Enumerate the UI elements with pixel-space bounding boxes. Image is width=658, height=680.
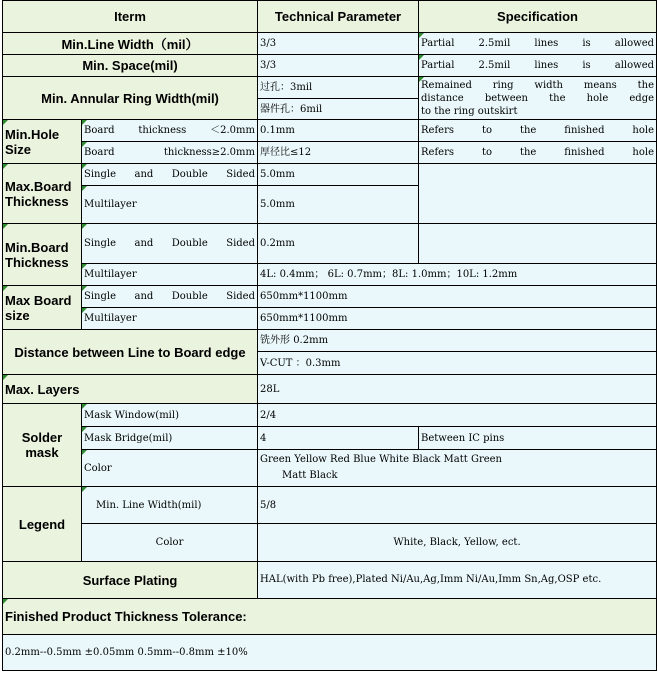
- spec-annular-line-2: distance between the hole edge: [421, 92, 655, 104]
- label-legend: Legend: [3, 487, 82, 562]
- spec-min-line-width: Partial 2.5mil lines is allowed: [419, 33, 657, 55]
- sub-max-size-ml: Multilayer: [82, 308, 258, 330]
- param-surface-plating: HAL(with Pb free),Plated Ni/Au,Ag,Imm Ni/Au,Imm Sn,Ag,OSP etc.: [258, 562, 657, 599]
- label-min-hole-size: [3, 120, 82, 164]
- label-solder-line-2: mask: [25, 445, 59, 460]
- table-row-solder-mask-2: [3, 427, 657, 450]
- label-annular-ring: Min. Annular Ring Width(mil): [3, 77, 258, 120]
- sub-legend-color: Color: [82, 524, 258, 562]
- label-max-board-size: [3, 286, 82, 330]
- table-row-legend-1: [3, 487, 657, 524]
- label-min-thickness-line-1: Min.Board: [5, 239, 69, 255]
- param-mask-window: 2/4: [258, 404, 657, 427]
- spec-min-space: Partial 2.5mil lines is allowed: [419, 55, 657, 77]
- param-min-thickness-ml: 4L: 0.4mm； 6L: 0.7mm；8L: 1.0mm；10L: 1.2mm: [258, 264, 657, 286]
- table-row-solder-mask-3: [3, 450, 657, 487]
- param-distance-routing: 铣外形 0.2mm: [258, 330, 657, 352]
- sub-max-thickness-ml: Multilayer: [82, 186, 258, 224]
- label-min-space: Min. Space(mil): [3, 55, 258, 77]
- table-row-min-thickness-2: [3, 264, 657, 286]
- table-row-surface-plating: [3, 562, 657, 599]
- table-row-max-size-1: [3, 286, 657, 308]
- label-min-hole-line-2: Size: [5, 141, 32, 157]
- param-annular-component: 器件孔：6mil: [258, 99, 419, 120]
- param-min-space: 3/3: [258, 55, 419, 77]
- spec-hole-thin: Refers to the finished hole: [419, 120, 657, 142]
- label-min-thickness-line-2: Thickness: [5, 254, 69, 270]
- param-max-layers: 28L: [258, 375, 657, 404]
- spec-annular-line-1: Remained ring width means the: [421, 79, 655, 91]
- param-mask-bridge: 4: [258, 427, 419, 450]
- header-item: Iterm: [3, 1, 258, 33]
- table-row-max-thickness-1: [3, 164, 657, 186]
- table-row-legend-2: [3, 524, 657, 562]
- label-max-thickness-line-1: Max.Board: [5, 178, 72, 194]
- table-row-tolerance-value: [3, 635, 657, 671]
- table-row-distance-1: [3, 330, 657, 352]
- sub-max-thickness-sd: Single and Double Sided: [82, 164, 258, 186]
- label-solder-mask: [3, 404, 82, 487]
- param-max-thickness-sd: 5.0mm: [258, 164, 419, 186]
- param-max-thickness-ml: 5.0mm: [258, 186, 419, 224]
- table-row-line-width: [3, 33, 657, 55]
- sub-legend-line-width: Min. Line Width(mil): [82, 487, 258, 524]
- sub-hole-thick: Board thickness≥2.0mm: [82, 142, 258, 164]
- label-max-board-thickness: [3, 164, 82, 224]
- table-row-solder-mask-1: [3, 404, 657, 427]
- label-distance-line-to-edge: Distance between Line to Board edge: [3, 330, 258, 375]
- label-solder-line-1: Solder: [21, 430, 63, 445]
- param-legend-color: White, Black, Yellow, ect.: [258, 524, 657, 562]
- label-max-layers: Max. Layers: [3, 375, 258, 404]
- spec-mask-bridge: Between IC pins: [419, 427, 657, 450]
- table-row-max-size-2: [3, 308, 657, 330]
- table-row-max-layers: [3, 375, 657, 404]
- param-legend-line-width: 5/8: [258, 487, 657, 524]
- sub-mask-window: Mask Window(mil): [82, 404, 258, 427]
- sub-max-size-sd: Single and Double Sided: [82, 286, 258, 308]
- spec-annular-line-3: to the ring outskirt: [421, 105, 518, 117]
- table-row-annular-ring-1: [3, 77, 657, 99]
- label-min-hole-line-1: Min.Hole: [5, 126, 60, 142]
- param-hole-thin: 0.1mm: [258, 120, 419, 142]
- param-annular-via: 过孔：3mil: [258, 77, 419, 99]
- param-mask-color-line-2: Matt Black: [282, 470, 338, 481]
- table-row-hole-size-1: [3, 120, 657, 142]
- label-min-line-width: Min.Line Width（mil）: [3, 33, 258, 55]
- label-surface-plating: Surface Plating: [3, 562, 258, 599]
- param-mask-color: [258, 450, 657, 487]
- table-row-tolerance-label: [3, 599, 657, 635]
- spec-hole-thick: Refers to the finished hole: [419, 142, 657, 164]
- header-row: [3, 1, 657, 33]
- label-max-size-line-1: Max Board: [5, 292, 72, 308]
- sub-min-thickness-ml: Multilayer: [82, 264, 258, 286]
- param-min-line-width: 3/3: [258, 33, 419, 55]
- table-row-hole-size-2: [3, 142, 657, 164]
- spec-max-thickness: [419, 164, 657, 224]
- param-max-size-sd: 650mm*1100mm: [258, 286, 657, 308]
- value-thickness-tolerance: 0.2mm--0.5mm ±0.05mm 0.5mm--0.8mm ±10%: [3, 635, 657, 671]
- sub-mask-color: Color: [82, 450, 258, 487]
- table-row-min-thickness-1: [3, 224, 657, 264]
- label-max-thickness-line-2: Thickness: [5, 193, 69, 209]
- pcb-capability-table: [2, 0, 657, 671]
- sub-min-thickness-sd: Single and Double Sided: [82, 224, 258, 264]
- param-distance-vcut: V-CUT ：0.3mm: [258, 352, 657, 375]
- spec-min-thickness-sd: [419, 224, 657, 264]
- label-min-board-thickness: [3, 224, 82, 286]
- spec-annular-ring: [419, 77, 657, 120]
- label-thickness-tolerance: Finished Product Thickness Tolerance:: [3, 599, 657, 635]
- sub-mask-bridge: Mask Bridge(mil): [82, 427, 258, 450]
- param-mask-color-line-1: Green Yellow Red Blue White Black Matt Green: [260, 454, 502, 465]
- param-max-size-ml: 650mm*1100mm: [258, 308, 657, 330]
- header-technical-parameter: Technical Parameter: [258, 1, 419, 33]
- param-min-thickness-sd: 0.2mm: [258, 224, 419, 264]
- param-hole-thick: 厚径比≤12: [258, 142, 419, 164]
- label-max-size-line-2: size: [5, 307, 30, 323]
- sub-hole-thin: Board thickness ＜2.0mm: [82, 120, 258, 142]
- table-row-space: [3, 55, 657, 77]
- header-specification: Specification: [419, 1, 657, 33]
